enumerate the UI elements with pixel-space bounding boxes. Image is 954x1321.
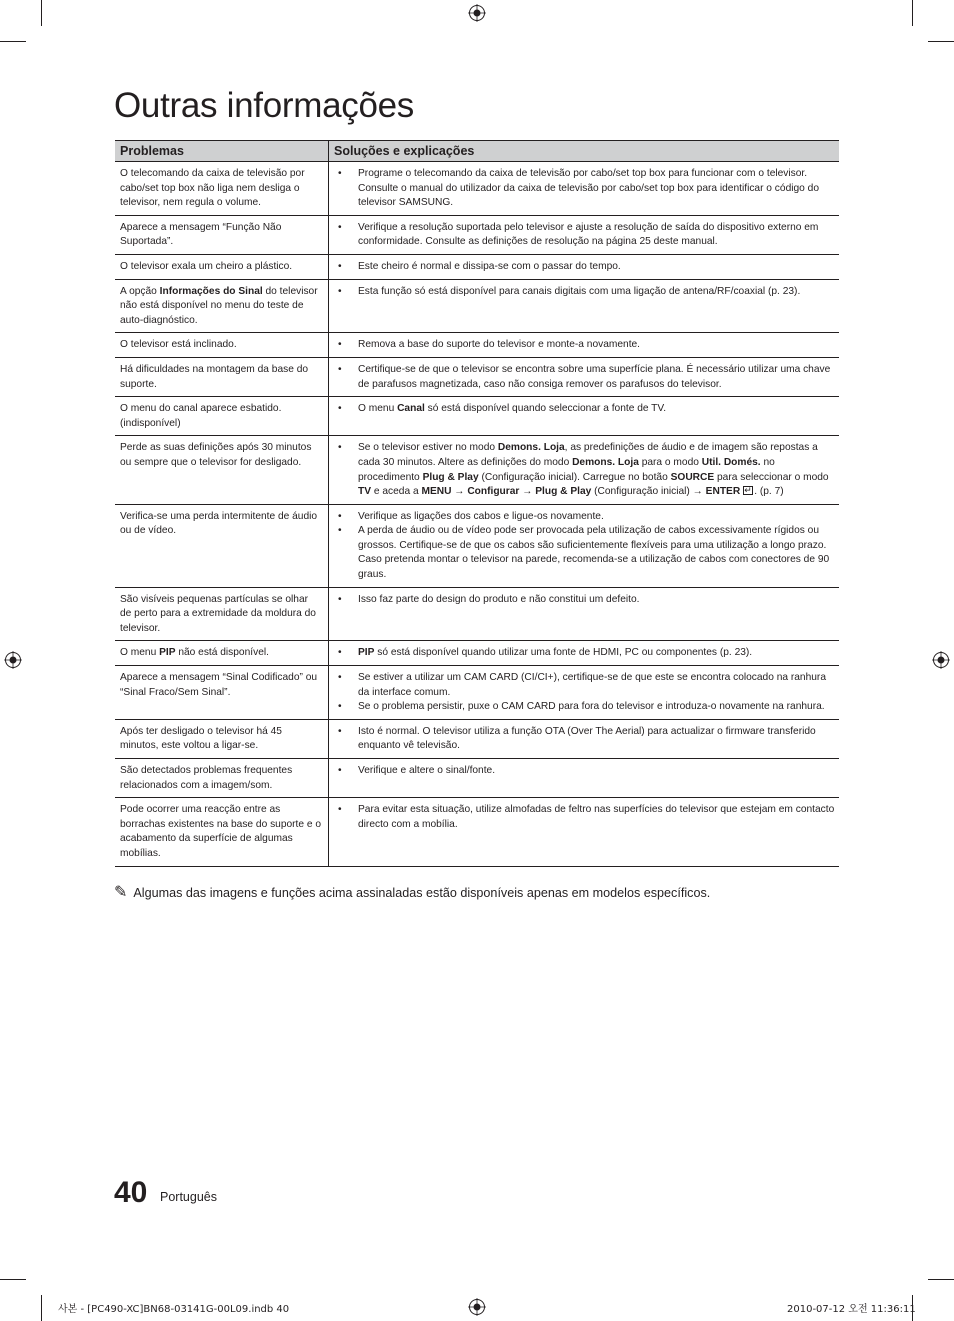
text-run: só está disponível quando seleccionar a fonte de TV. xyxy=(424,403,667,415)
solution-item xyxy=(337,524,835,582)
solution-cell xyxy=(329,719,840,758)
bold-term: ENTER xyxy=(705,486,741,498)
table-row xyxy=(115,641,839,666)
text-run: Se o problema persistir, puxe o CAM CARD para fora do televisor e introduza-o novamente na ranhura. xyxy=(358,701,825,713)
column-header-solutions: Soluções e explicações xyxy=(329,141,840,162)
table-row xyxy=(115,215,839,254)
bold-term: SOURCE xyxy=(670,471,715,483)
solution-cell xyxy=(329,162,840,216)
text-run: Há dificuldades na montagem da base do suporte. xyxy=(120,363,309,390)
solution-item xyxy=(337,285,835,300)
text-run: Após ter desligado o televisor há 45 minutos, este voltou a ligar-se. xyxy=(120,725,282,752)
bold-term: Configurar xyxy=(467,486,520,498)
text-run: → xyxy=(451,486,468,498)
problem-cell xyxy=(115,641,329,666)
text-run: (Configuração inicial). Carregue no botão xyxy=(478,471,671,483)
text-run: → xyxy=(519,486,536,498)
text-run: Aparece a mensagem “Função Não Suportada”. xyxy=(120,221,282,248)
registration-mark-icon xyxy=(468,1298,486,1316)
text-run: Perde as suas definições após 30 minutos ou sempre que o televisor for desligado. xyxy=(120,442,312,468)
problem-cell xyxy=(115,254,329,279)
text-run: Se o televisor estiver no modo xyxy=(358,442,498,454)
problem-cell xyxy=(115,587,329,641)
solution-item xyxy=(337,510,835,525)
solution-list xyxy=(337,671,835,715)
problem-cell xyxy=(115,162,329,216)
text-run: O televisor exala um cheiro a plástico. xyxy=(120,260,293,272)
text-run: e aceda a xyxy=(371,486,422,498)
text-run: Verifique e altere o sinal/fonte. xyxy=(358,765,496,776)
solution-list xyxy=(337,363,835,392)
solution-item xyxy=(337,167,835,211)
text-run: , as predefinições de áudio e de imagem são repostas a cada 30 minutos. Altere as definições do modo xyxy=(358,442,818,468)
solution-item xyxy=(337,441,835,499)
page-language: Português xyxy=(160,1190,217,1204)
problem-cell xyxy=(115,436,329,504)
bold-term: Util. Domés. xyxy=(701,456,761,468)
solution-item xyxy=(337,671,835,700)
bold-term: Plug & Play xyxy=(422,471,479,483)
problem-cell xyxy=(115,397,329,436)
solution-item xyxy=(337,725,835,754)
text-run: Esta função só está disponível para canais digitais com uma ligação de antena/RF/coaxial (p. 23). xyxy=(358,285,801,297)
solution-cell xyxy=(329,587,840,641)
table-row xyxy=(115,666,839,720)
text-run: só está disponível quando utilizar uma fonte de HDMI, PC ou componentes (p. 23). xyxy=(374,647,753,659)
solution-cell xyxy=(329,357,840,396)
table-row xyxy=(115,279,839,333)
bold-term: Canal xyxy=(397,403,425,415)
enter-icon: ↵ xyxy=(744,485,752,496)
text-run: Programe o telecomando da caixa de televisão por cabo/set top box para funcionar com o televisor. Consulte o manual do utilizador da caixa de televisão por cabo/set top box para identificar o código do televisor SAMSUNG. xyxy=(358,168,819,209)
problem-cell xyxy=(115,666,329,720)
solution-cell xyxy=(329,254,840,279)
text-run: São detectados problemas frequentes relacionados com a imagem/som. xyxy=(120,765,293,791)
table-row xyxy=(115,333,839,358)
solution-list xyxy=(337,646,835,661)
text-run: Verifique as ligações dos cabos e ligue-os novamente. xyxy=(358,510,604,522)
solution-item xyxy=(337,803,835,832)
crop-mark xyxy=(928,41,954,42)
bold-term: Informações do Sinal xyxy=(159,285,263,297)
solution-cell xyxy=(329,759,840,798)
text-run: São visíveis pequenas partículas se olhar de perto para a extremidade da moldura do televisor. xyxy=(120,593,316,634)
solution-cell xyxy=(329,436,840,504)
solution-list xyxy=(337,338,835,353)
text-run: A perda de áudio ou de vídeo pode ser provocada pela utilização de cabos excessivamente rígidos ou grossos. Certifique-se de que os cabos são suficientemente flexíveis para uma utilização a longo prazo. Caso pretenda montar o televisor na parede, recomenda-se a utilização de cabos com conectores de 90 graus. xyxy=(358,525,830,581)
text-run: para o modo xyxy=(638,456,702,468)
registration-mark-icon xyxy=(932,651,950,669)
problem-cell xyxy=(115,333,329,358)
table-body xyxy=(115,162,839,867)
problem-cell xyxy=(115,719,329,758)
crop-mark xyxy=(41,0,42,26)
text-run: O telecomando da caixa de televisão por cabo/set top box não liga nem desliga o televisor, nem regula o volume. xyxy=(120,168,305,209)
problem-cell xyxy=(115,759,329,798)
print-slug-file: 사본 - [PC490-XC]BN68-03141G-00L09.indb 40 xyxy=(58,1304,290,1315)
table-row xyxy=(115,436,839,504)
solution-item xyxy=(337,402,835,417)
text-run: no procedimento xyxy=(358,456,775,483)
registration-mark-icon xyxy=(4,651,22,669)
page-number: 40 xyxy=(114,1176,148,1209)
text-run: Isto é normal. O televisor utiliza a função OTA (Over The Aerial) para actualizar o firmware transferido enquanto vê televisão. xyxy=(358,725,816,752)
page-title: Outras informações xyxy=(114,86,414,125)
solution-item xyxy=(337,593,835,608)
solution-item xyxy=(337,363,835,392)
solution-list xyxy=(337,510,835,583)
crop-mark xyxy=(41,1295,42,1321)
solution-item xyxy=(337,260,835,275)
solution-cell xyxy=(329,504,840,587)
solution-cell xyxy=(329,397,840,436)
text-run: não está disponível. xyxy=(175,647,269,659)
pencil-note-icon: ✎ xyxy=(114,884,128,901)
solution-cell xyxy=(329,279,840,333)
column-header-problems: Problemas xyxy=(115,141,329,162)
solution-cell xyxy=(329,641,840,666)
solution-item xyxy=(337,700,835,715)
table-row xyxy=(115,587,839,641)
text-run: Este cheiro é normal e dissipa-se com o passar do tempo. xyxy=(358,260,621,272)
solution-list xyxy=(337,441,835,499)
text-run: O menu xyxy=(358,403,398,415)
table-row xyxy=(115,719,839,758)
solution-cell xyxy=(329,798,840,866)
bold-term: MENU xyxy=(421,486,452,498)
solution-list xyxy=(337,593,835,608)
text-run: Aparece a mensagem “Sinal Codificado” ou “Sinal Fraco/Sem Sinal”. xyxy=(120,672,318,698)
table-row xyxy=(115,759,839,798)
footnote-text: Algumas das imagens e funções acima assinaladas estão disponíveis apenas em modelos específicos. xyxy=(133,886,711,900)
crop-mark xyxy=(0,1279,26,1280)
text-run: O televisor está inclinado. xyxy=(120,339,237,351)
crop-mark xyxy=(912,0,913,26)
print-slug-date: 2010-07-12 오전 11:36:11 xyxy=(787,1304,916,1315)
text-run: (Configuração inicial) → xyxy=(591,486,706,498)
text-run: Verifica-se uma perda intermitente de áudio ou de vídeo. xyxy=(120,510,318,537)
crop-mark xyxy=(928,1279,954,1280)
problem-cell xyxy=(115,357,329,396)
text-run: Remova a base do suporte do televisor e monte-a novamente. xyxy=(358,339,641,351)
bold-term: Demons. Loja xyxy=(572,456,639,468)
text-run: O menu do canal aparece esbatido. (indisponível) xyxy=(120,403,282,429)
footnote xyxy=(114,882,710,902)
problem-cell xyxy=(115,215,329,254)
table-row xyxy=(115,798,839,866)
solution-list xyxy=(337,725,835,754)
table-row xyxy=(115,357,839,396)
table-row xyxy=(115,162,839,216)
crop-mark xyxy=(0,41,26,42)
solution-cell xyxy=(329,215,840,254)
text-run: do televisor não está disponível no menu do teste de auto-diagnóstico. xyxy=(120,285,318,326)
solution-item xyxy=(337,764,835,779)
problem-cell xyxy=(115,504,329,587)
problem-cell xyxy=(115,798,329,866)
problem-cell xyxy=(115,279,329,333)
solution-list xyxy=(337,221,835,250)
table-header-row xyxy=(115,141,839,162)
text-run: para seleccionar o modo xyxy=(714,471,829,483)
text-run: . (p. 7) xyxy=(754,486,784,498)
text-run: O menu xyxy=(120,647,160,659)
solution-item xyxy=(337,646,835,661)
registration-mark-icon xyxy=(468,4,486,22)
solution-item xyxy=(337,221,835,250)
bold-term: TV xyxy=(358,486,372,498)
table-row xyxy=(115,397,839,436)
solution-cell xyxy=(329,333,840,358)
solution-list xyxy=(337,260,835,275)
text-run: Para evitar esta situação, utilize almofadas de feltro nas superfícies do televisor que estejam em contacto directo com a mobília. xyxy=(358,804,835,830)
solution-list xyxy=(337,167,835,211)
table-row xyxy=(115,504,839,587)
bold-term: Demons. Loja xyxy=(497,442,565,454)
text-run: Isso faz parte do design do produto e não constitui um defeito. xyxy=(358,593,640,605)
text-run: Se estiver a utilizar um CAM CARD (CI/CI+), certifique-se de que este se encontra colocado na ranhura da interface comum. xyxy=(358,672,826,698)
solution-cell xyxy=(329,666,840,720)
solution-list xyxy=(337,764,835,779)
table-row xyxy=(115,254,839,279)
troubleshooting-table xyxy=(115,140,839,867)
solution-item xyxy=(337,338,835,353)
solution-list xyxy=(337,285,835,300)
bold-term: PIP xyxy=(159,647,176,659)
bold-term: Plug & Play xyxy=(535,486,592,498)
text-run: Certifique-se de que o televisor se encontra sobre uma superfície plana. É necessário utilizar uma chave de parafusos magnetizada, caso não consiga remover os parafusos do televisor. xyxy=(358,363,831,390)
solution-list xyxy=(337,402,835,417)
text-run: Verifique a resolução suportada pelo televisor e ajuste a resolução de saída do dispositivo externo em conformidade. Consulte as definições de resolução na página 25 deste manual. xyxy=(358,221,819,248)
bold-term: PIP xyxy=(358,647,375,659)
text-run: Pode ocorrer uma reacção entre as borrachas existentes na base do suporte e o acabamento da superfície de algumas mobílias. xyxy=(120,804,322,859)
solution-list xyxy=(337,803,835,832)
text-run: A opção xyxy=(120,285,160,297)
